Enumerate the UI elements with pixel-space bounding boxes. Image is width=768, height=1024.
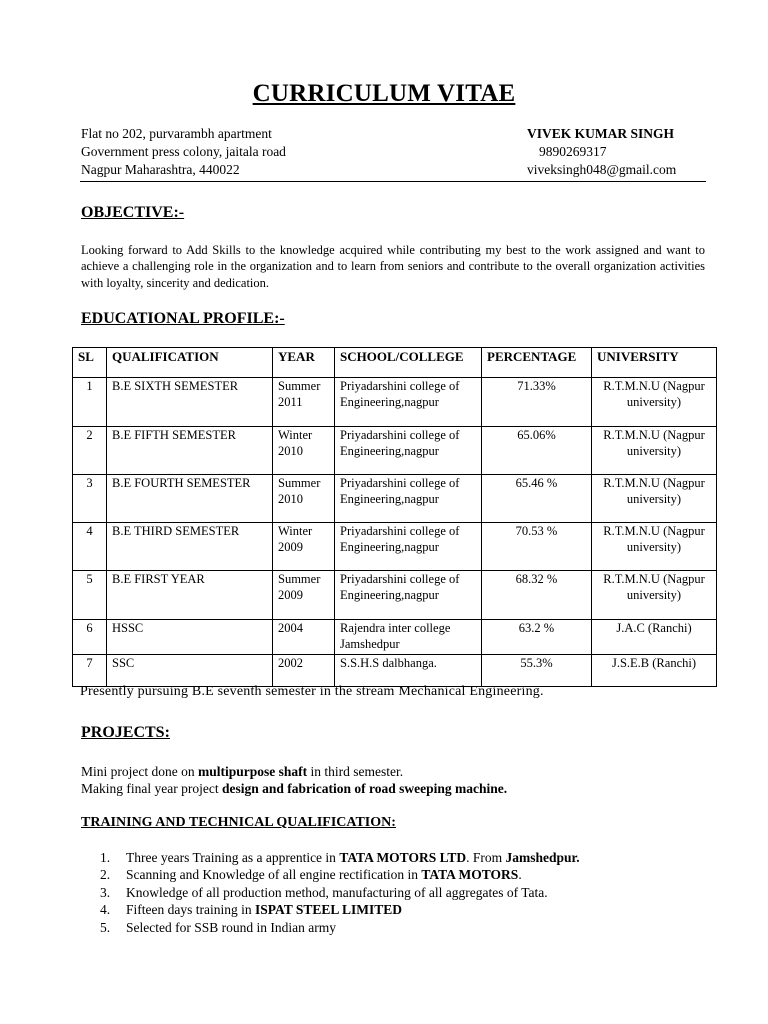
project-highlight: multipurpose shaft (197, 764, 308, 779)
cell-university: J.A.C (Ranchi) (592, 620, 717, 655)
phone-number: 9890269317 (539, 144, 607, 159)
cell-school: Priyadarshini college of Engineering,nagpur (335, 427, 482, 475)
list-number: 1. (100, 850, 111, 865)
cell-university: J.S.E.B (Ranchi) (592, 655, 717, 687)
list-item (100, 866, 580, 883)
item-highlight: TATA MOTORS (421, 867, 519, 883)
cell-qualification: B.E THIRD SEMESTER (107, 523, 273, 571)
project-line (81, 763, 403, 781)
project-text: Mini project done on (81, 764, 198, 779)
cell-qualification: B.E FIFTH SEMESTER (107, 427, 273, 475)
cell-qualification: B.E SIXTH SEMESTER (107, 378, 273, 427)
item-text: Knowledge of all production method, manufacturing of all aggregates of Tata. (126, 884, 548, 900)
cell-year: 2002 (273, 655, 335, 687)
objective-text: Looking forward to Add Skills to the knowledge acquired while contributing my best to the work assigned and want to achieve a challenging role in the organization and to learn from seniors and contribute to the overall organization activities with loyalty, sincerity and dedication. (81, 243, 705, 290)
cell-percentage: 70.53 % (482, 523, 592, 571)
column-header: QUALIFICATION (107, 348, 273, 378)
cell-percentage: 65.46 % (482, 475, 592, 523)
header-divider (80, 181, 706, 182)
column-header: UNIVERSITY (592, 348, 717, 378)
cell-qualification: SSC (107, 655, 273, 687)
cell-school: Priyadarshini college of Engineering,nagpur (335, 523, 482, 571)
item-text: Scanning and Knowledge of all engine rectification in (126, 867, 422, 883)
list-item (100, 849, 580, 866)
document-title: CURRICULUM VITAE (252, 80, 516, 107)
cell-qualification: HSSC (107, 620, 273, 655)
table-row (73, 378, 717, 427)
cell-sl: 3 (73, 475, 107, 523)
item-text: Selected for SSB round in Indian army (126, 919, 336, 935)
cell-school: Priyadarshini college of Engineering,nagpur (335, 475, 482, 523)
cell-year: Winter 2009 (273, 523, 335, 571)
list-number: 2. (100, 867, 111, 883)
cell-school: Priyadarshini college of Engineering,nagpur (335, 378, 482, 427)
cell-sl: 4 (73, 523, 107, 571)
cell-sl: 2 (73, 427, 107, 475)
address-block (81, 125, 286, 179)
project-line (81, 780, 507, 798)
cell-percentage: 68.32 % (482, 571, 592, 620)
table-row (73, 655, 717, 687)
training-heading: TRAINING AND TECHNICAL QUALIFICATION: (81, 815, 396, 830)
cell-year: Winter 2010 (273, 427, 335, 475)
table-row (73, 523, 717, 571)
table-row (73, 571, 717, 620)
list-number: 5. (100, 919, 111, 935)
column-header: YEAR (273, 348, 335, 378)
item-highlight: TATA MOTORS LTD (339, 850, 467, 865)
address-line: Flat no 202, purvarambh apartment (81, 126, 272, 141)
objective-heading: OBJECTIVE:- (81, 204, 185, 221)
cell-percentage: 55.3% (482, 655, 592, 687)
email-address: viveksingh048@gmail.com (527, 162, 677, 177)
list-item (100, 919, 580, 936)
item-text: Three years Training as a apprentice in (126, 850, 340, 865)
project-text: Making final year project (81, 781, 222, 796)
project-text: in third semester. (307, 764, 404, 779)
list-number: 4. (100, 902, 111, 918)
cell-year: 2004 (273, 620, 335, 655)
cell-sl: 7 (73, 655, 107, 687)
cell-school: Priyadarshini college of Engineering,nagpur (335, 571, 482, 620)
cell-year: Summer 2011 (273, 378, 335, 427)
cell-sl: 1 (73, 378, 107, 427)
list-item (100, 901, 580, 918)
cell-qualification: B.E FIRST YEAR (107, 571, 273, 620)
list-number: 3. (100, 884, 111, 900)
cell-university: R.T.M.N.U (Nagpur university) (592, 571, 717, 620)
cell-school: S.S.H.S dalbhanga. (335, 655, 482, 687)
education-note: Presently pursuing B.E seventh semester in the stream Mechanical Engineering. (80, 684, 544, 699)
cell-year: Summer 2009 (273, 571, 335, 620)
contact-block (527, 125, 676, 179)
cell-qualification: B.E FOURTH SEMESTER (107, 475, 273, 523)
item-highlight: Jamshedpur. (505, 850, 580, 865)
item-text: . From (466, 850, 506, 865)
column-header: PERCENTAGE (482, 348, 592, 378)
item-highlight: ISPAT STEEL LIMITED (254, 902, 403, 918)
table-row (73, 427, 717, 475)
cell-university: R.T.M.N.U (Nagpur university) (592, 475, 717, 523)
address-line: Nagpur Maharashtra, 440022 (81, 162, 240, 177)
column-header: SCHOOL/COLLEGE (335, 348, 482, 378)
cell-school: Rajendra inter college Jamshedpur (335, 620, 482, 655)
cell-university: R.T.M.N.U (Nagpur university) (592, 427, 717, 475)
item-text: . (518, 867, 522, 883)
cell-sl: 5 (73, 571, 107, 620)
education-table (72, 347, 717, 687)
table-row (73, 620, 717, 655)
column-header: SL (73, 348, 107, 378)
table-row (73, 475, 717, 523)
cell-year: Summer 2010 (273, 475, 335, 523)
table-header-row (73, 348, 717, 378)
cell-percentage: 65.06% (482, 427, 592, 475)
candidate-name: VIVEK KUMAR SINGH (527, 126, 675, 141)
address-line: Government press colony, jaitala road (81, 144, 286, 159)
projects-heading: PROJECTS: (81, 724, 170, 741)
cell-university: R.T.M.N.U (Nagpur university) (592, 523, 717, 571)
list-item (100, 884, 580, 901)
cell-sl: 6 (73, 620, 107, 655)
cell-university: R.T.M.N.U (Nagpur university) (592, 378, 717, 427)
education-heading: EDUCATIONAL PROFILE:- (81, 310, 285, 327)
project-highlight: design and fabrication of road sweeping machine. (221, 781, 508, 796)
training-list (100, 849, 580, 936)
cell-percentage: 63.2 % (482, 620, 592, 655)
cell-percentage: 71.33% (482, 378, 592, 427)
item-text: Fifteen days training in (126, 902, 255, 918)
